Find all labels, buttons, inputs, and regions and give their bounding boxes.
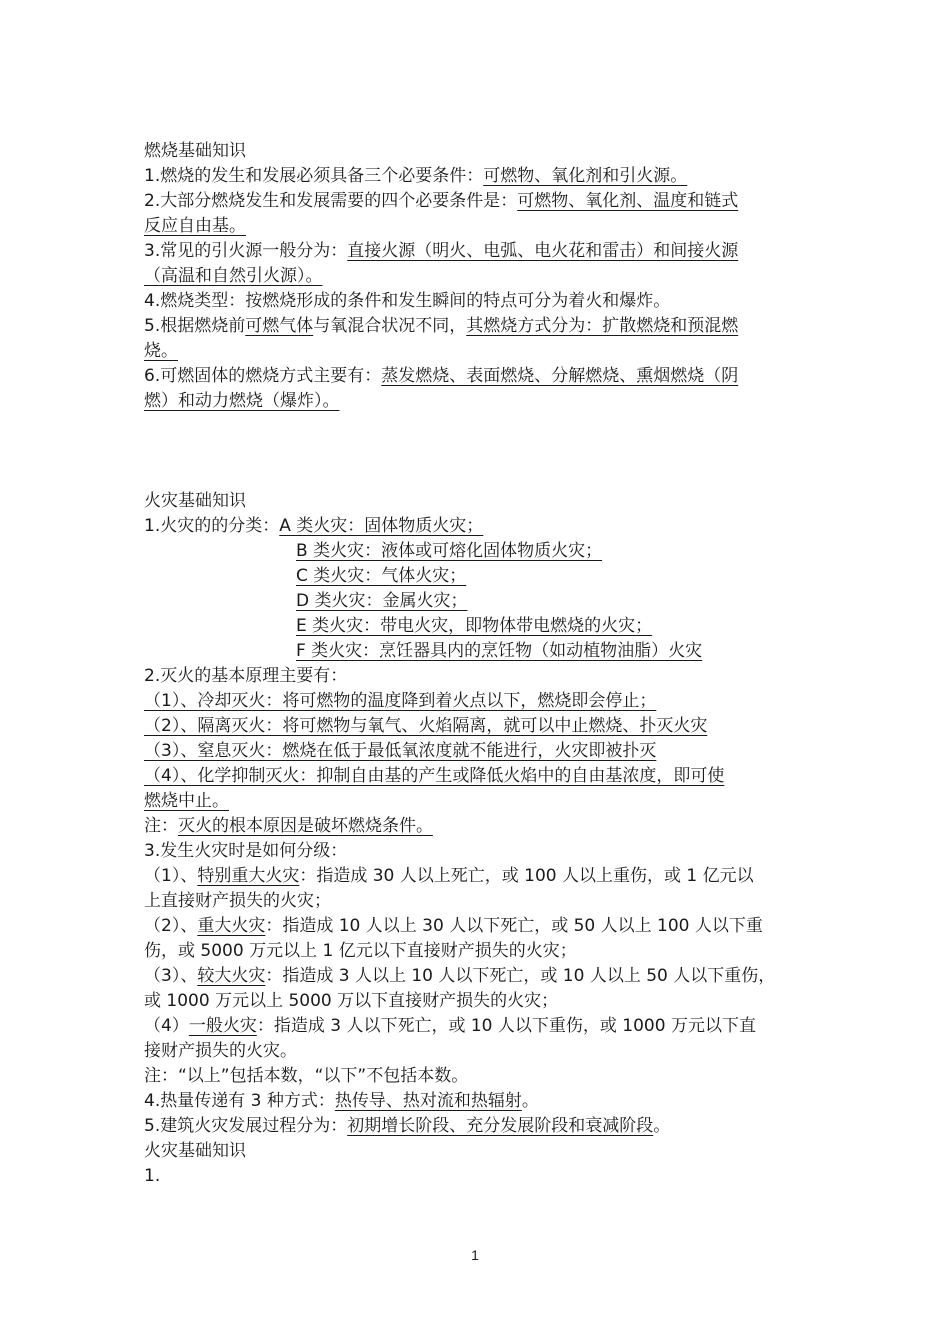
paragraph: 4.热量传递有 3 种方式：热传导、热对流和热辐射。 [144, 1091, 539, 1111]
list-item-continued: 接财产损失的火灾。 [144, 1041, 297, 1061]
fire-class-item: F 类火灾：烹饪器具内的烹饪物（如动植物油脂）火灾 [296, 641, 703, 661]
paragraph: 3.发生火灾时是如何分级： [144, 841, 348, 861]
paragraph: 6.可燃固体的燃烧方式主要有：蒸发燃烧、表面燃烧、分解燃烧、熏烟燃烧（阴 [144, 366, 739, 386]
list-item: （2）、隔离灭火：将可燃物与氧气、火焰隔离，就可以中止燃烧、扑灭火灾 [144, 716, 708, 736]
spacer [144, 414, 810, 464]
paragraph: 4.燃烧类型：按燃烧形成的条件和发生瞬间的特点可分为着火和爆炸。 [144, 291, 671, 311]
section-title: 火灾基础知识 [144, 491, 246, 511]
section-title: 火灾基础知识 [144, 1141, 246, 1161]
fire-class-item: C 类火灾：气体火灾； [296, 566, 467, 586]
fire-class-item: D 类火灾：金属火灾； [296, 591, 468, 611]
list-item-continued: 伤，或 5000 万元以上 1 亿元以下直接财产损失的火灾； [144, 941, 577, 961]
note: 注：灭火的根本原因是破坏燃烧条件。 [144, 816, 433, 836]
page-number: 1 [471, 1247, 479, 1263]
paragraph: 1.燃烧的发生和发展必须具备三个必要条件：可燃物、氧化剂和引火源。 [144, 166, 688, 186]
paragraph-continued: 烧。 [144, 341, 178, 361]
paragraph: 5.根据燃烧前可燃气体与氧混合状况不同，其燃烧方式分为：扩散燃烧和预混燃 [144, 316, 739, 336]
list-item: （4）一般火灾：指造成 3 人以下死亡，或 10 人以下重伤，或 1000 万元以下直 [144, 1016, 756, 1036]
list-item: （1）、冷却灭火：将可燃物的温度降到着火点以下，燃烧即会停止； [144, 691, 657, 711]
fire-class-item: B 类火灾：液体或可熔化固体物质火灾； [296, 541, 603, 561]
fire-class-item: 1.火灾的的分类：A 类火灾：固体物质火灾； [144, 516, 484, 536]
fire-class-item: E 类火灾：带电火灾，即物体带电燃烧的火灾； [296, 616, 653, 636]
list-item-continued: 或 1000 万元以上 5000 万以下直接财产损失的火灾； [144, 991, 559, 1011]
paragraph: 1. [144, 1166, 161, 1186]
paragraph-continued: （高温和自然引火源）。 [144, 266, 323, 286]
list-item-continued: 上直接财产损失的火灾； [144, 891, 331, 911]
paragraph: 2.灭火的基本原理主要有： [144, 666, 348, 686]
note: 注：“以上”包括本数，“以下”不包括本数。 [144, 1066, 469, 1086]
list-item: （3）、较大火灾：指造成 3 人以上 10 人以下死亡，或 10 人以上 50 人以下重伤， [144, 966, 776, 986]
list-item-continued: 燃烧中止。 [144, 791, 229, 811]
document-body [144, 139, 810, 1189]
list-item: （4）、化学抑制灭火：抑制自由基的产生或降低火焰中的自由基浓度，即可使 [144, 766, 725, 786]
spacer-line [144, 464, 810, 489]
list-item: （2）、重大火灾：指造成 10 人以上 30 人以下死亡，或 50 人以上 100 人以下重 [144, 916, 763, 936]
section-title: 燃烧基础知识 [144, 141, 246, 161]
paragraph: 2.大部分燃烧发生和发展需要的四个必要条件是：可燃物、氧化剂、温度和链式 [144, 191, 739, 211]
paragraph-continued: 反应自由基。 [144, 216, 246, 236]
paragraph-continued: 燃）和动力燃烧（爆炸）。 [144, 391, 340, 411]
list-item: （3）、窒息灭火：燃烧在低于最低氧浓度就不能进行，火灾即被扑灭 [144, 741, 657, 761]
paragraph: 5.建筑火灾发展过程分为：初期增长阶段、充分发展阶段和衰减阶段。 [144, 1116, 671, 1136]
list-item: （1）、特别重大火灾：指造成 30 人以上死亡，或 100 人以上重伤，或 1 亿元以 [144, 866, 754, 886]
paragraph: 3.常见的引火源一般分为：直接火源（明火、电弧、电火花和雷击）和间接火源 [144, 241, 739, 261]
